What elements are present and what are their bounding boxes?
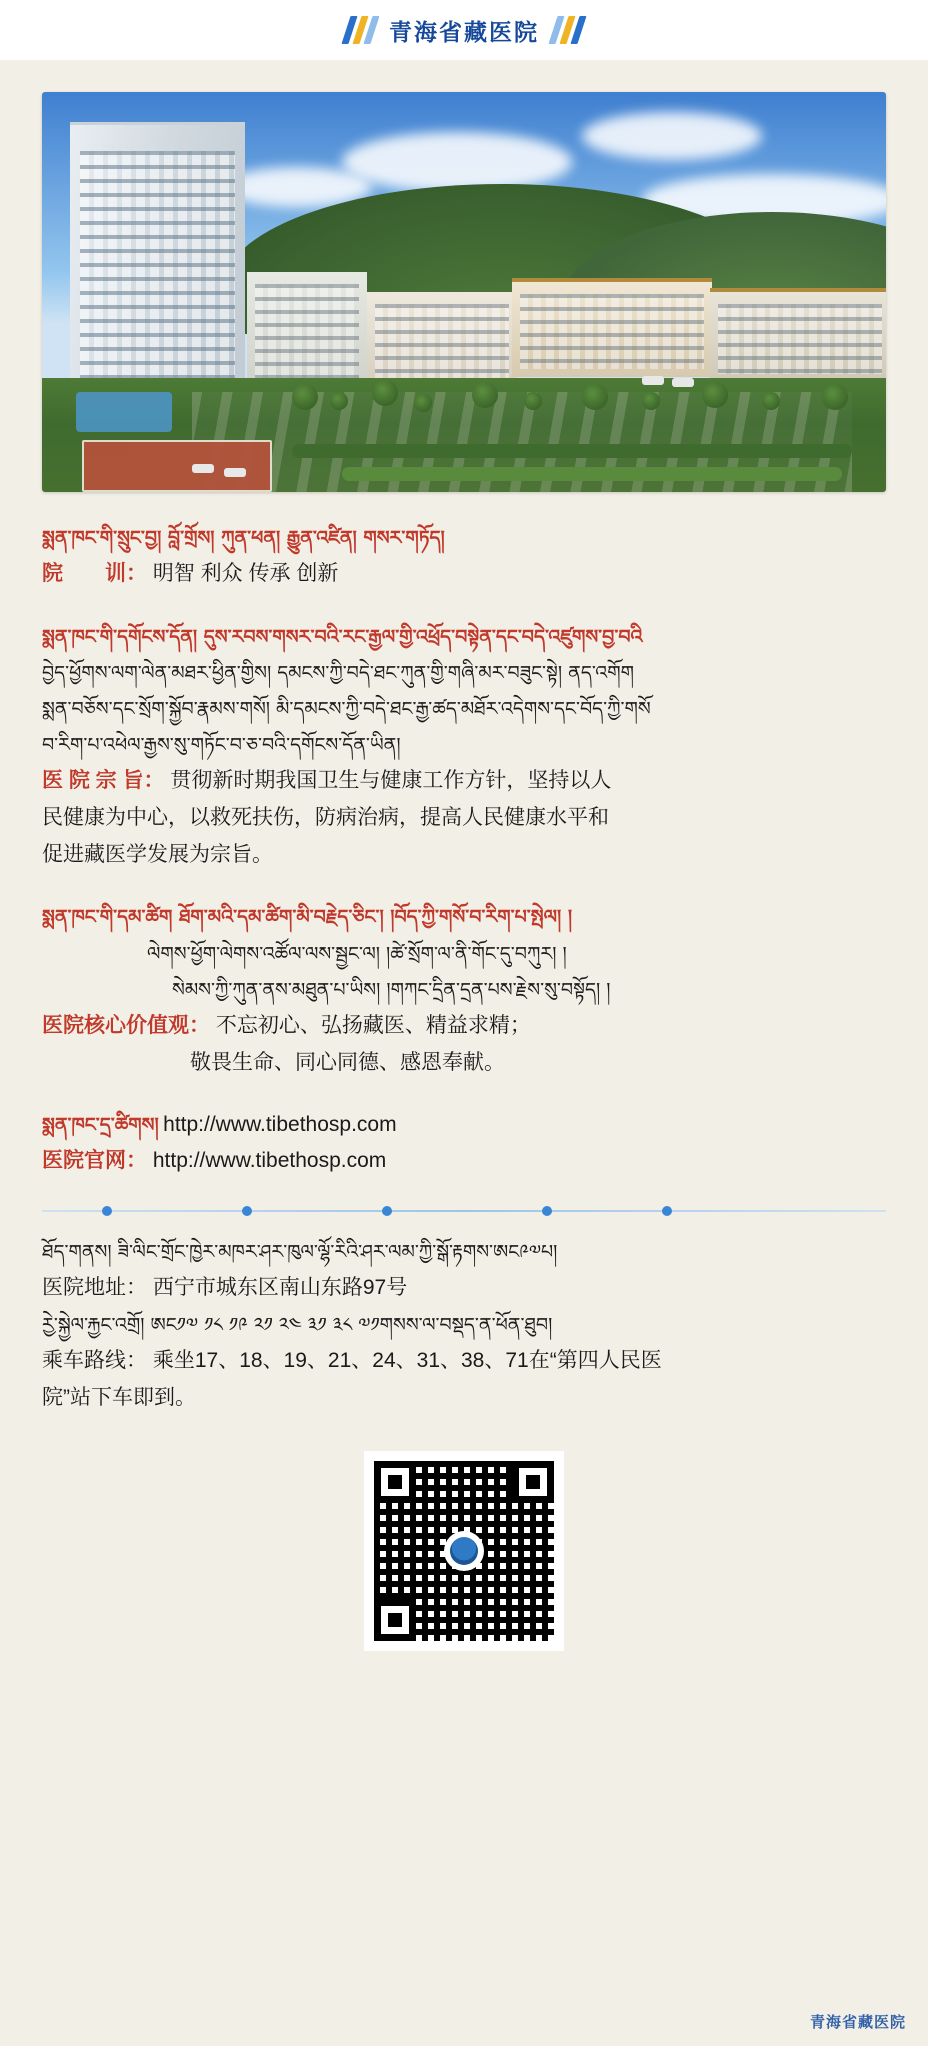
qr-finder-top-right-icon	[512, 1461, 554, 1503]
motto-text: 明智 利众 传承 创新	[152, 562, 339, 586]
purpose-text-2: 民健康为中心，以救死扶伤，防病治病，提高人民健康水平和	[42, 805, 609, 829]
section-values	[42, 899, 886, 1081]
purpose-label: 医 院 宗 旨：	[42, 769, 165, 793]
purpose-tibetan-line-1: སྨན་ཁང་གི་དགོངས་དོན། དུས་རབས་གསར་བའི་རང་རྒྱལ་གྱི་འཕྲོད་བསྟེན་དང་བདེ་འཛུགས་བྱ་བའི	[42, 625, 643, 648]
motto-tibetan: སྨན་ཁང་གི་སྲུང་བྱ། བློ་གྲོས། ཀུན་ཕན། རྒྱུན་འཛིན། གསར་གཏོད།	[42, 527, 445, 549]
route-text-1: 乘坐17、18、19、21、24、31、38、71在“第四人民医	[152, 1349, 662, 1373]
route-cn-line	[42, 1343, 886, 1380]
website-tibetan-label: སྨན་ཁང་དྲ་ཚིགས།	[42, 1114, 159, 1137]
hospital-photo	[42, 92, 886, 492]
qr-finder-top-left-icon	[374, 1461, 416, 1503]
purpose-text-1: 贯彻新时期我国卫生与健康工作方针，坚持以人	[170, 769, 612, 793]
purpose-text-3: 促进藏医学发展为宗旨。	[42, 842, 273, 866]
address-tibetan: ཐོད་གནས། ཟི་ལིང་གྲོང་ཁྱེར་མཁར་ཤར་ཁུལ་ལྷོ་རིའི་ཤར་ལམ་ཀྱི་སྒོ་རྟགས་ཨང༩༧པ།	[42, 1241, 558, 1264]
route-text-2: 院”站下车即到。	[42, 1385, 196, 1409]
website-cn-line	[42, 1143, 886, 1180]
purpose-tibetan-line-3: སྨན་བཅོས་དང་སྲོག་སྐྱོབ་རྣམས་གསོ། མི་དམངས་ཀྱི་བདེ་ཐང་རྒྱ་ཚད་མཐོར་འདེགས་དང་བོད་ཀྱི་གསོ	[42, 698, 651, 721]
section-route	[42, 1307, 886, 1417]
values-first-line	[42, 1008, 886, 1045]
website-url-tibetan[interactable]: http://www.tibethosp.com	[163, 1113, 397, 1137]
website-tibetan-line	[42, 1107, 886, 1143]
website-url[interactable]: http://www.tibethosp.com	[152, 1149, 387, 1173]
document-content	[0, 60, 928, 1671]
address-cn-line	[42, 1270, 886, 1307]
motto-label: 院 训：	[42, 562, 147, 586]
route-label: 乘车路线：	[42, 1349, 147, 1373]
section-purpose	[42, 619, 886, 874]
route-tibetan: རྱེ་སྐྱེལ་རྐྱང་འགྲོ། ཨང༡༧ ༡༨ ༡༩ ༢༡ ༢༤ ༣༡ ༣༨ ༧༡གསས་ལ་བསྡད་ན་ཕོན་ཐུབ།	[42, 1313, 553, 1336]
website-label: 医院官网：	[42, 1149, 147, 1173]
qr-code[interactable]	[364, 1451, 564, 1651]
header-decoration-left-icon	[346, 16, 375, 44]
page-title: 青海省藏医院	[389, 18, 539, 45]
values-tibetan-line-3: སེམས་ཀྱི་ཀུན་ནས་མཐུན་པ་ཡིས། །གཀང་དྲིན་དྲན་པས་རྗེས་སུ་བསྟོད། །	[172, 978, 611, 1001]
section-website	[42, 1107, 886, 1180]
purpose-tibetan-line-4: བ་རིག་པ་འཕེལ་རྒྱས་སུ་གཏོང་བ་ཅ་བའི་དགོངས་དོན་ཡིན།	[42, 734, 401, 757]
address-label: 医院地址：	[42, 1276, 147, 1300]
section-address	[42, 1234, 886, 1307]
header-decoration-right-icon	[553, 16, 582, 44]
address-text: 西宁市城东区南山东路97号	[152, 1276, 408, 1300]
values-text-1: 不忘初心、弘扬藏医、精益求精；	[215, 1013, 531, 1037]
qr-code-image	[374, 1461, 554, 1641]
values-tibetan-line-2: ལེགས་ཕྱོག་ལེགས་འཚོལ་ལས་སྦྱང་ལ། །ཚེ་སྲོག་ལ་ནི་གོང་དུ་བཀུར། །	[147, 942, 567, 965]
page-footer: 青海省藏医院	[809, 2014, 906, 2031]
section-divider	[42, 1206, 886, 1216]
values-text-2: 敬畏生命、同心同德、感恩奉献。	[190, 1050, 505, 1074]
purpose-first-line	[42, 763, 886, 800]
values-label: 医院核心价值观：	[42, 1013, 210, 1037]
page-header	[0, 0, 928, 60]
purpose-tibetan-line-2: བྱེད་ཕྱོགས་ལག་ལེན་མཐར་ཕྱིན་གྱིས། དམངས་ཀྱི་བདེ་ཐང་ཀུན་གྱི་གཞི་མར་བཟུང་སྟེ། ནད་འགོག	[42, 661, 634, 684]
section-motto	[42, 520, 886, 593]
motto-line	[42, 556, 886, 593]
values-tibetan-line-1: སྨན་ཁང་གི་དམ་ཚིག ཐོག་མའི་དམ་ཚིག་མི་བརྗེད་ཅིང་། །བོད་ཀྱི་གསོ་བ་རིག་པ་སྤེལ། །	[42, 906, 573, 929]
qr-finder-bottom-left-icon	[374, 1599, 416, 1641]
qr-center-logo	[444, 1531, 484, 1571]
